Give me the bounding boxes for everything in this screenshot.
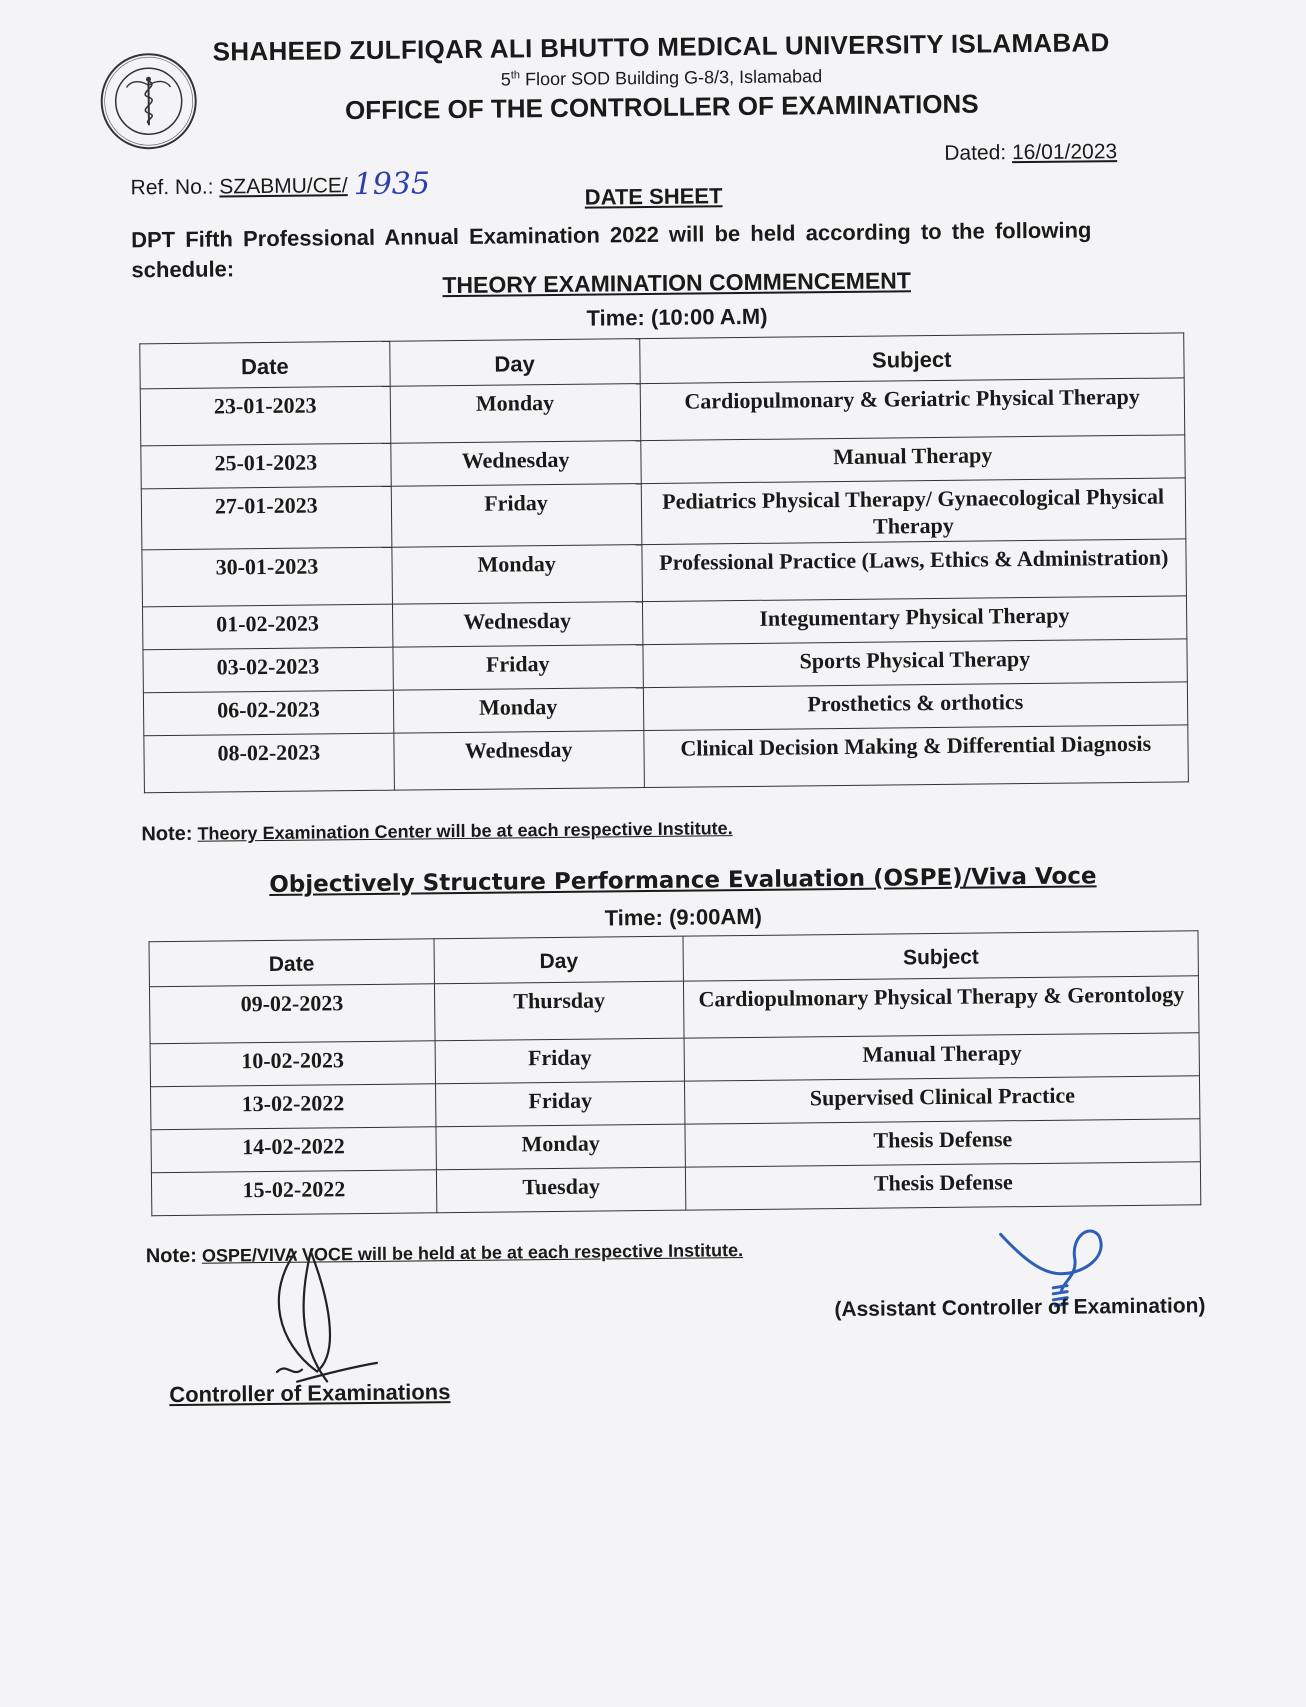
reference-number: Ref. No.: SZABMU/CE/ 1935: [130, 166, 431, 203]
issue-date: Dated: 16/01/2023: [944, 140, 1118, 165]
cell-subject: Sports Physical Therapy: [642, 639, 1187, 688]
cell-date: 27-01-2023: [141, 486, 391, 550]
header-subject: Subject: [683, 931, 1198, 981]
theory-section-title: THEORY EXAMINATION COMMENCEMENT: [442, 267, 912, 299]
cell-day: Monday: [390, 384, 640, 444]
ospe-note: Note: OSPE/VIVA VOCE will be held at be at each respective Institute.: [145, 1240, 744, 1268]
cell-day: Friday: [435, 1038, 685, 1084]
ospe-section-title: Objectively Structure Performance Evaluation (OSPE)/Viva Voce: [269, 863, 1097, 898]
cell-date: 03-02-2023: [143, 647, 393, 693]
cell-date: 06-02-2023: [143, 690, 393, 736]
university-name: SHAHEED ZULFIQAR ALI BHUTTO MEDICAL UNIVERSITY ISLAMABAD: [212, 27, 1110, 67]
cell-subject: Integumentary Physical Therapy: [642, 596, 1187, 645]
cell-day: Monday: [436, 1124, 686, 1170]
cell-day: Friday: [391, 484, 641, 548]
cell-date: 14-02-2022: [151, 1127, 436, 1173]
cell-date: 15-02-2022: [151, 1170, 436, 1216]
cell-day: Thursday: [434, 981, 684, 1041]
cell-subject: Professional Practice (Laws, Ethics & Administration): [641, 539, 1186, 602]
cell-subject: Clinical Decision Making & Differential Diagnosis: [643, 725, 1188, 788]
handwritten-ref-number: 1935: [353, 166, 431, 203]
cell-subject: Pediatrics Physical Therapy/ Gynaecological Physical Therapy: [641, 478, 1186, 545]
cell-date: 08-02-2023: [144, 733, 394, 793]
header-day: Day: [389, 339, 639, 387]
cell-day: Friday: [435, 1081, 685, 1127]
theory-schedule-table: [139, 332, 1189, 793]
cell-date: 10-02-2023: [150, 1041, 435, 1087]
document-title: DATE SHEET: [584, 183, 723, 210]
intro-paragraph: DPT Fifth Professional Annual Examination 2022 will be held according to the following schedule:: [131, 217, 1092, 283]
cell-day: Wednesday: [392, 602, 642, 648]
university-seal-icon: [98, 51, 199, 152]
header-subject: Subject: [639, 333, 1184, 384]
table-row: [144, 725, 1189, 793]
office-title: OFFICE OF THE CONTROLLER OF EXAMINATIONS: [344, 88, 979, 126]
university-address: 5th Floor SOD Building G-8/3, Islamabad: [500, 66, 823, 90]
assistant-controller-signature: (Assistant Controller of Examination): [834, 1294, 1206, 1322]
cell-date: 01-02-2023: [142, 604, 392, 650]
cell-subject: Cardiopulmonary & Geriatric Physical Therapy: [640, 378, 1185, 441]
cell-subject: Prosthetics & orthotics: [643, 682, 1188, 731]
cell-day: Wednesday: [391, 441, 641, 487]
cell-day: Friday: [393, 645, 643, 691]
cell-date: 13-02-2022: [151, 1084, 436, 1130]
table-row: [141, 478, 1186, 550]
cell-subject: Cardiopulmonary Physical Therapy & Gerontology: [684, 976, 1199, 1038]
cell-subject: Thesis Defense: [686, 1162, 1201, 1210]
cell-day: Tuesday: [436, 1167, 686, 1213]
theory-note: Note: Theory Examination Center will be at each respective Institute.: [141, 818, 733, 846]
cell-date: 23-01-2023: [140, 386, 390, 446]
cell-date: 30-01-2023: [142, 547, 392, 607]
header-date: Date: [140, 341, 390, 389]
cell-day: Monday: [393, 688, 643, 734]
cell-day: Wednesday: [394, 731, 644, 791]
cell-subject: Manual Therapy: [684, 1033, 1199, 1081]
ospe-schedule-table: [148, 930, 1201, 1216]
theory-time: Time: (10:00 A.M): [586, 303, 768, 331]
cell-subject: Supervised Clinical Practice: [685, 1076, 1200, 1124]
ospe-time: Time: (9:00AM): [604, 903, 763, 931]
cell-day: Monday: [392, 545, 642, 605]
controller-signature: Controller of Examinations: [169, 1379, 451, 1408]
controller-signature-icon: [256, 1231, 388, 1402]
cell-date: 09-02-2023: [149, 984, 434, 1044]
cell-date: 25-01-2023: [141, 443, 391, 489]
cell-subject: Manual Therapy: [640, 435, 1185, 484]
header-date: Date: [149, 939, 434, 987]
cell-subject: Thesis Defense: [685, 1119, 1200, 1167]
header-day: Day: [434, 936, 684, 984]
